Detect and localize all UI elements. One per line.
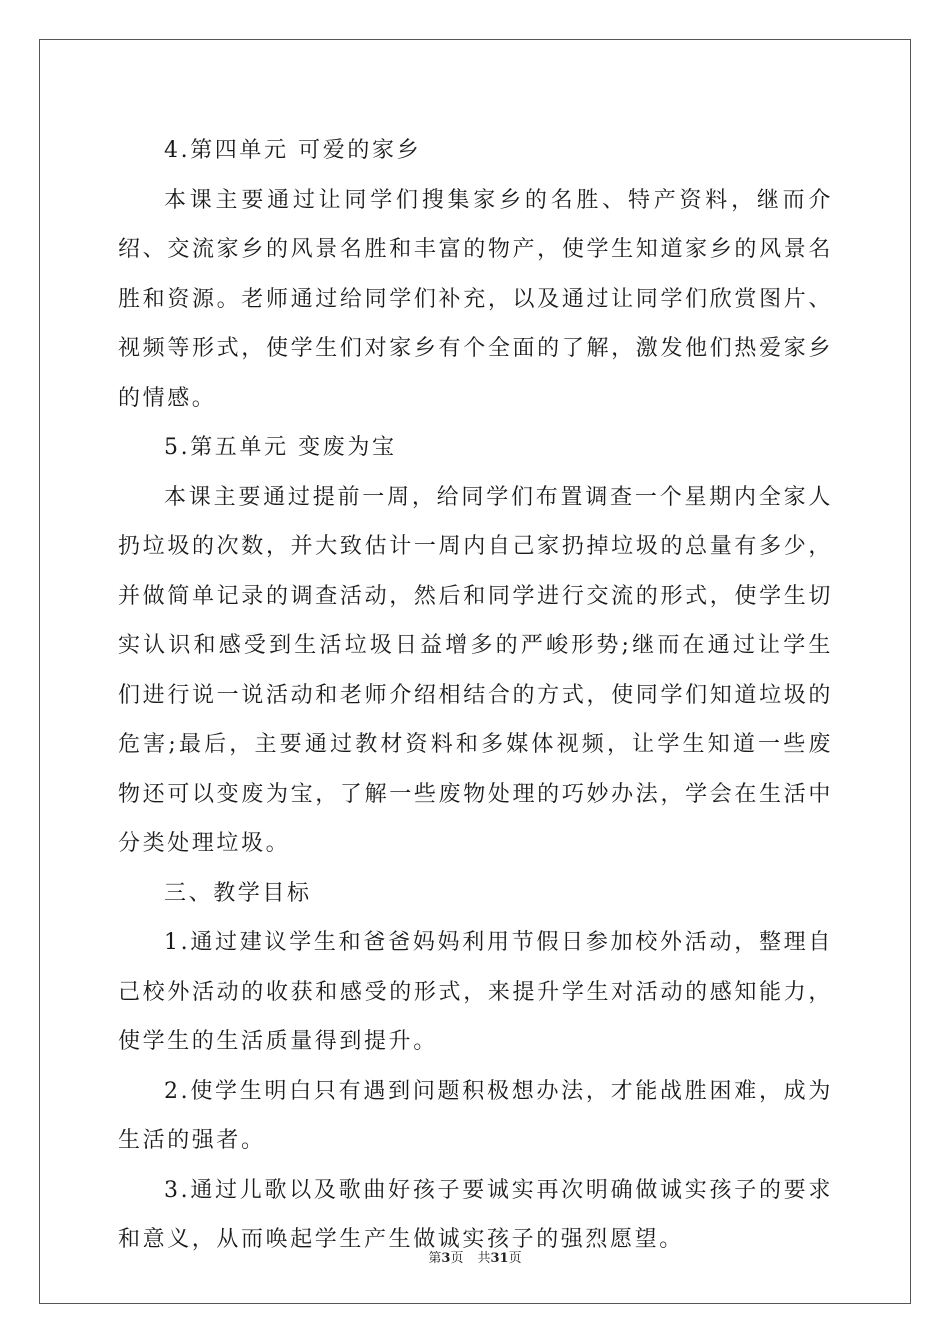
page-suffix: 页 [450, 1251, 464, 1266]
total-pages: 31 [490, 1251, 509, 1266]
heading-unit-4: 4.第四单元 可爱的家乡 [164, 138, 422, 163]
document-body [118, 126, 833, 1265]
goal-item-2: 2.使学生明白只有遇到问题积极想办法，才能战胜困难，成为生活的强者。 [118, 1078, 833, 1153]
heading-teaching-goals: 三、教学目标 [164, 880, 312, 906]
page-number: 3 [441, 1251, 451, 1266]
paragraph-unit-4-description: 本课主要通过让同学们搜集家乡的名胜、特产资料，继而介绍、交流家乡的风景名胜和丰富的物产，使学生知道家乡的风景名胜和资源。老师通过给同学们补充，以及通过让同学们欣赏图片、视频等形式，使学生们对家乡有个全面的了解，激发他们热爱家乡的情感。 [118, 187, 833, 411]
goal-item-3: 3.通过儿歌以及歌曲好孩子要诚实再次明确做诚实孩子的要求和意义，从而唤起学生产生做诚实孩子的强烈愿望。 [118, 1177, 833, 1252]
total-prefix: 共 [477, 1251, 491, 1266]
total-suffix: 页 [508, 1251, 522, 1266]
page-prefix: 第 [428, 1251, 442, 1266]
goal-item-1: 1.通过建议学生和爸爸妈妈利用节假日参加校外活动，整理自己校外活动的收获和感受的形式，来提升学生对活动的感知能力，使学生的生活质量得到提升。 [118, 930, 833, 1054]
paragraph-unit-5-description: 本课主要通过提前一周，给同学们布置调查一个星期内全家人扔垃圾的次数，并大致估计一周内自己家扔掉垃圾的总量有多少，并做简单记录的调查活动，然后和同学进行交流的形式，使学生切实认识和感受到生活垃圾日益增多的严峻形势;继而在通过让学生们进行说一说活动和老师介绍相结合的方式，使同学们知道垃圾的危害;最后，主要通过教材资料和多媒体视频，让学生知道一些废物还可以变废为宝，了解一些废物处理的巧妙办法，学会在生活中分类处理垃圾。 [118, 484, 833, 856]
page-footer [0, 1247, 950, 1266]
heading-unit-5: 5.第五单元 变废为宝 [164, 435, 397, 460]
